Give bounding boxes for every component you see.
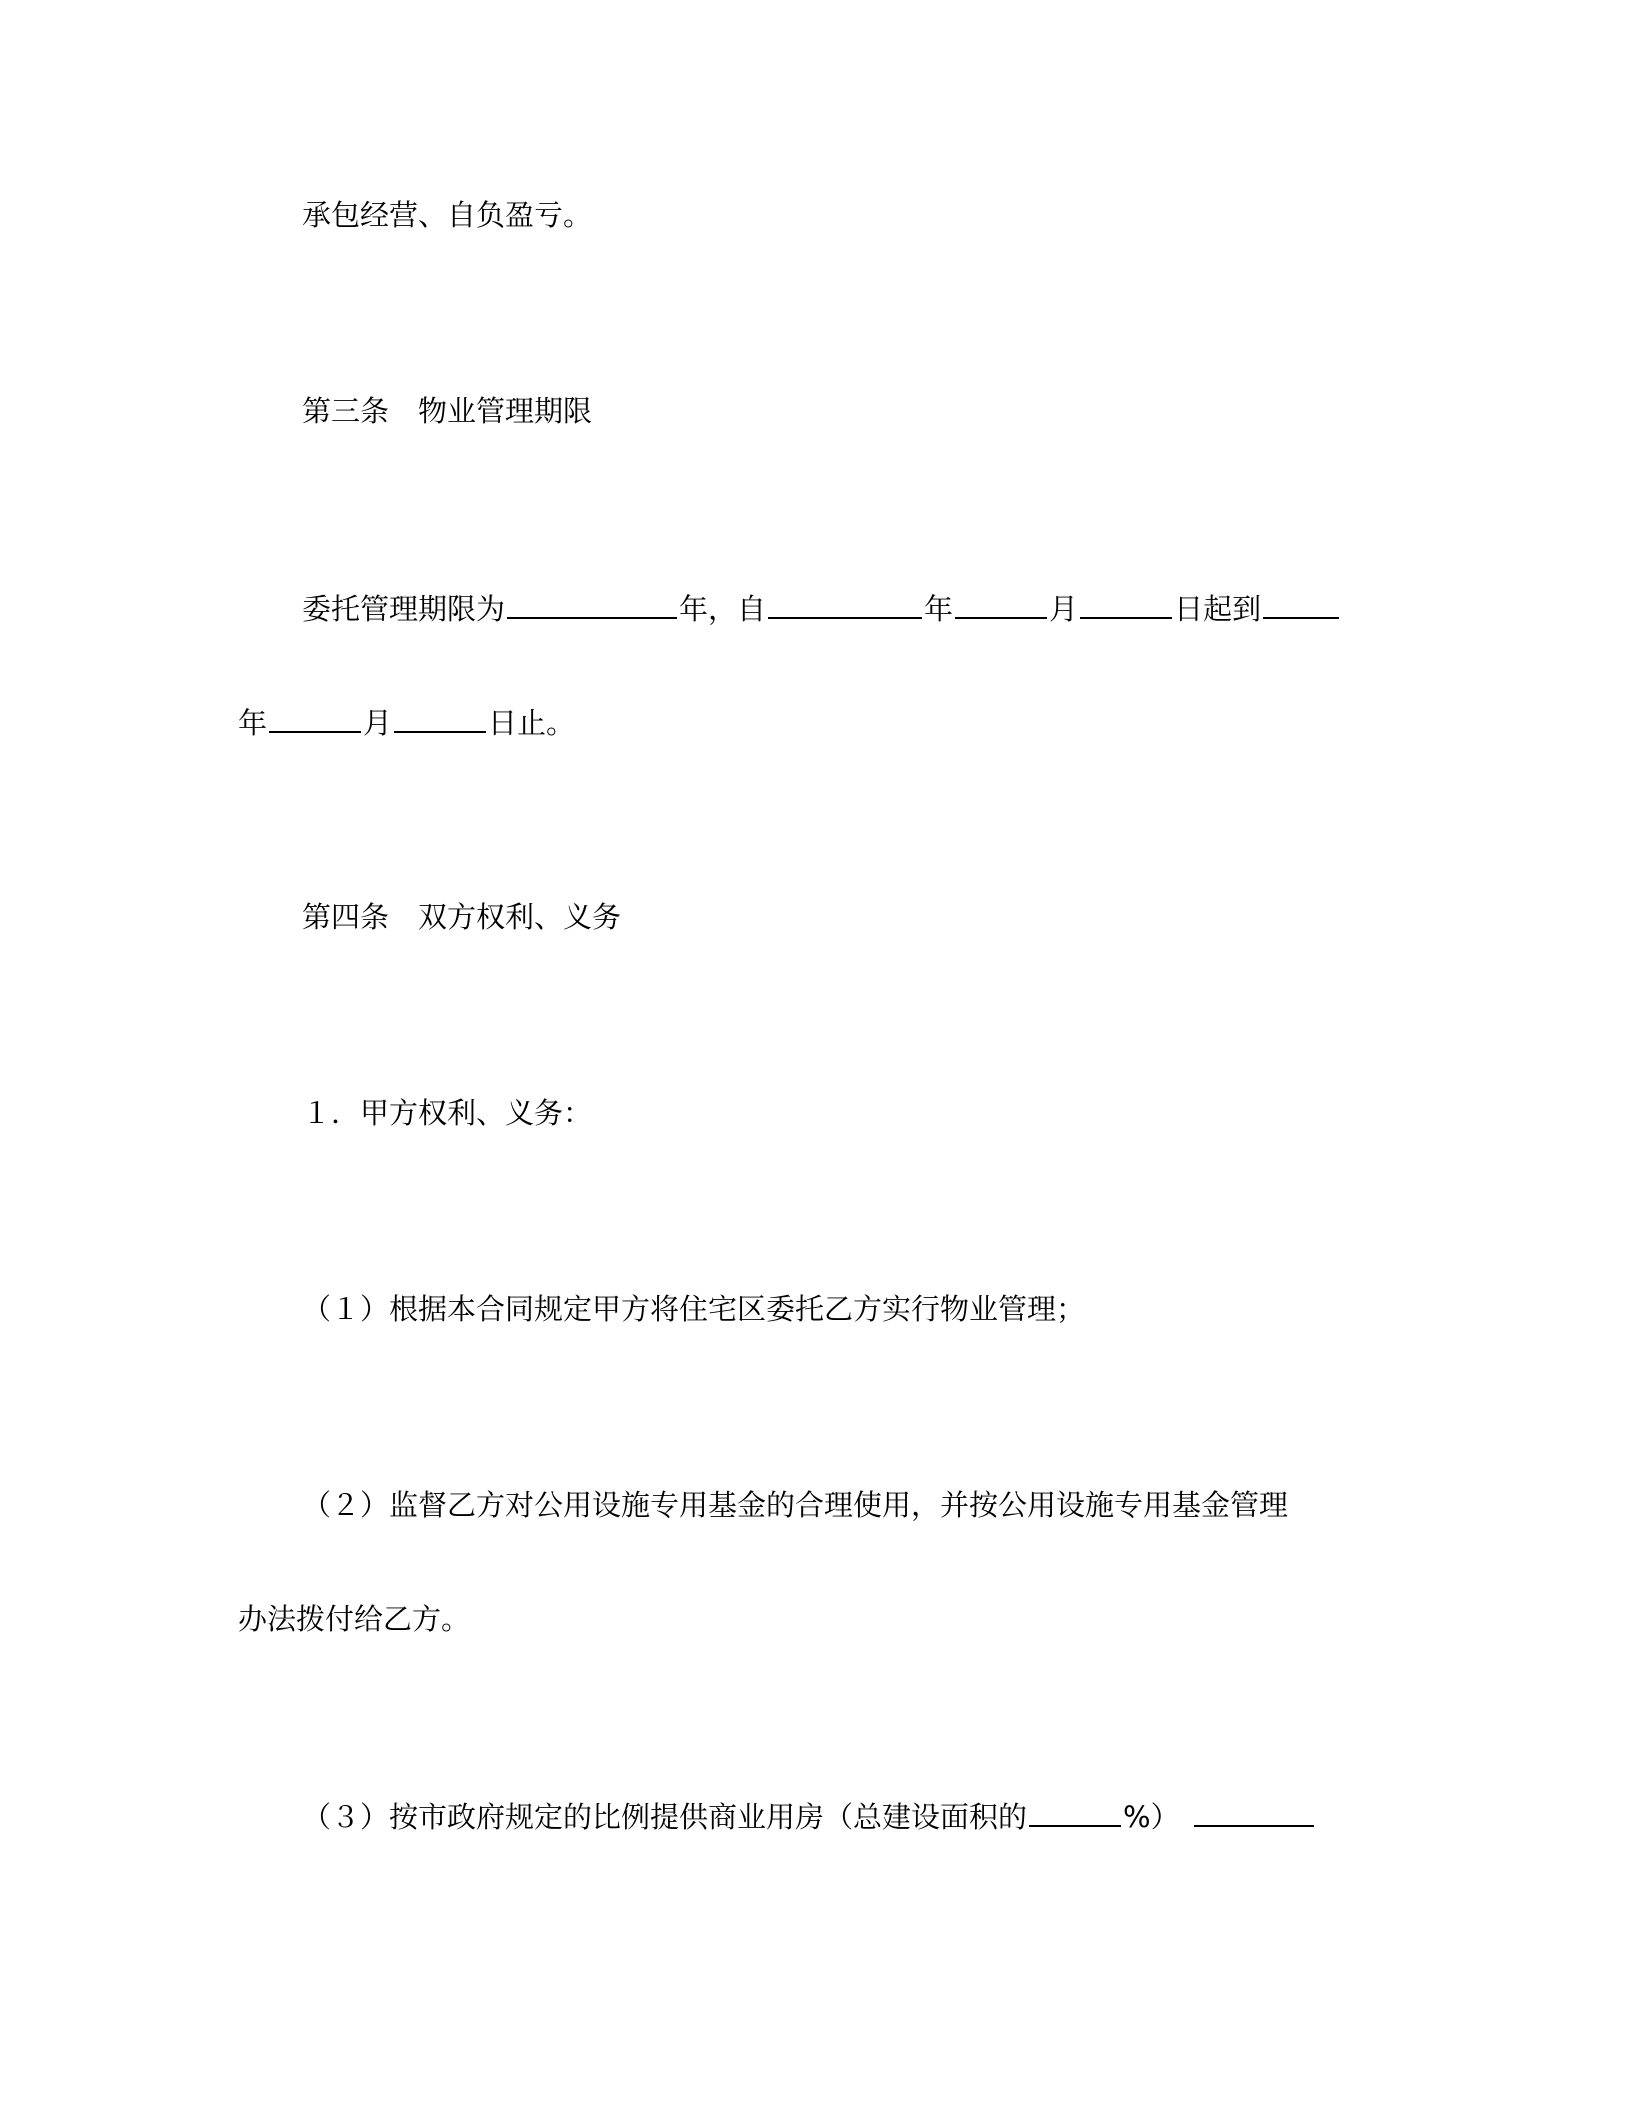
blank-start-month [955, 587, 1047, 619]
term-text-6: 年 [238, 706, 268, 740]
term-text-2: 年，自 [679, 592, 767, 626]
blank-end-month [269, 701, 361, 733]
term-text-7: 月 [363, 706, 393, 740]
blank-end-year [1263, 587, 1339, 619]
term-line-2 [238, 701, 575, 741]
term-text-8: 日止。 [488, 706, 576, 740]
item-3-text-2: %） [1123, 1800, 1180, 1834]
term-text-5: 日起到 [1174, 592, 1262, 626]
blank-end-day [394, 701, 486, 733]
party-a-heading: １．甲方权利、义务： [302, 1096, 593, 1130]
blank-percentage [1029, 1795, 1121, 1827]
paragraph-continuation: 承包经营、自负盈亏。 [302, 198, 593, 232]
item-2-line-2: 办法拨付给乙方。 [238, 1602, 471, 1636]
blank-start-day [1080, 587, 1172, 619]
article-3-heading: 第三条 物业管理期限 [302, 394, 593, 428]
term-line-1 [302, 587, 1341, 627]
item-2-line-1: （２）监督乙方对公用设施专用基金的合理使用，并按公用设施专用基金管理 [302, 1488, 1289, 1522]
term-text-1: 委托管理期限为 [302, 592, 506, 626]
item-3-text-1: （３）按市政府规定的比例提供商业用房（总建设面积的 [302, 1800, 1028, 1834]
article-4-heading: 第四条 双方权利、义务 [302, 900, 622, 934]
blank-years [507, 587, 677, 619]
term-text-3: 年 [924, 592, 954, 626]
item-1: （１）根据本合同规定甲方将住宅区委托乙方实行物业管理； [302, 1292, 1086, 1326]
item-3-line [302, 1795, 1316, 1835]
blank-start-year [768, 587, 922, 619]
blank-commercial-area [1194, 1795, 1314, 1827]
term-text-4: 月 [1049, 592, 1079, 626]
